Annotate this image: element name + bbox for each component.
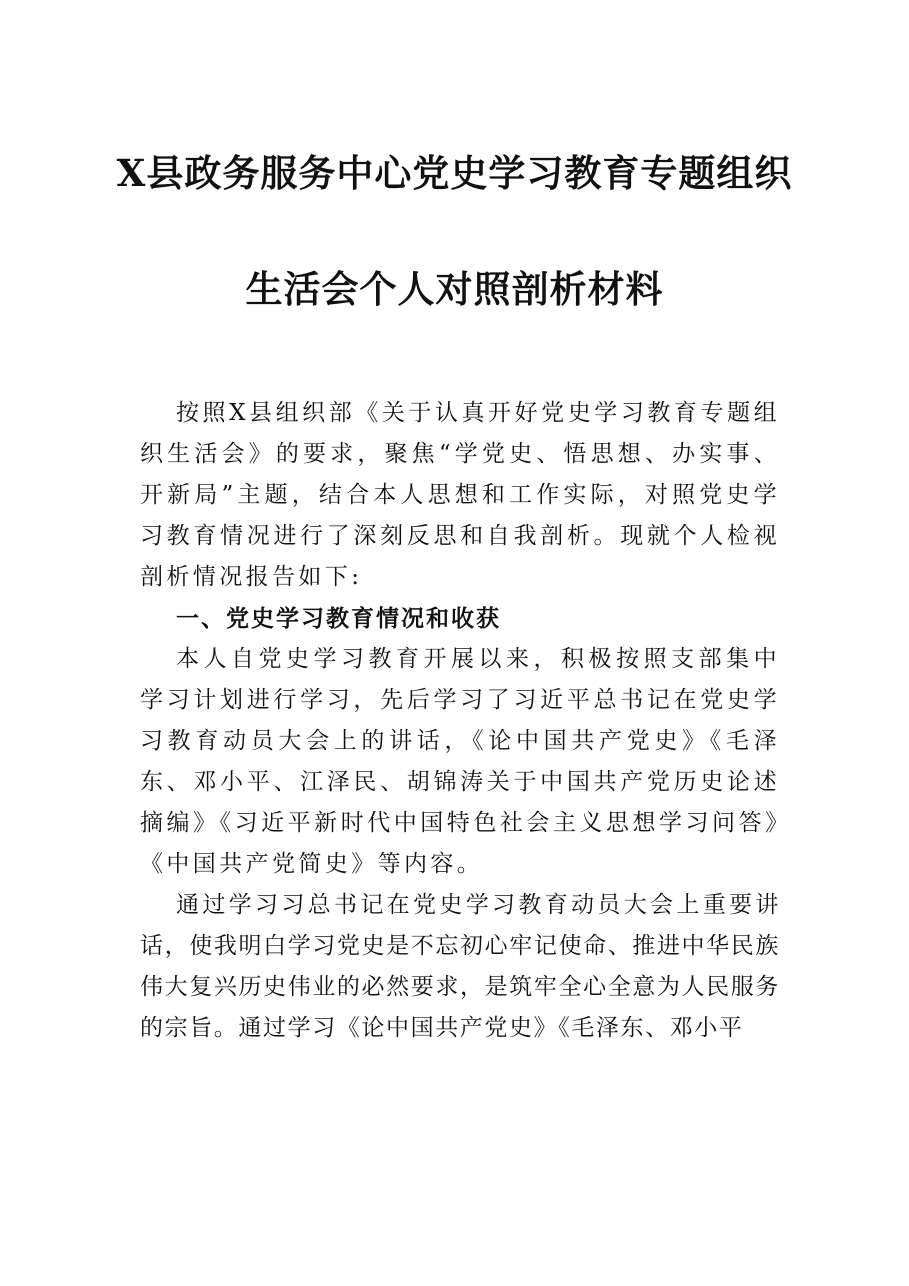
document-title-line-2: 生活会个人对照剖析材料 bbox=[245, 267, 664, 311]
document-body bbox=[140, 393, 780, 1049]
section-heading: 一、党史学习教育情况和收获 bbox=[176, 605, 501, 632]
document-title-line-1: X县政务服务中心党史学习教育专题组织 bbox=[116, 151, 793, 195]
study-paragraph: 本人自党史学习教育开展以来，积极按照支部集中学习计划进行学习，先后学习了习近平总书记在党史学习教育动员大会上的讲话，《论中国共产党史》《毛泽东、邓小平、江泽民、胡锦涛关于中国共产党历史论述摘编》《习近平新时代中国特色社会主义思想学习问答》《中国共产党简史》等内容。 bbox=[140, 646, 780, 877]
gains-paragraph: 通过学习习总书记在党史学习教育动员大会上重要讲话，使我明白学习党史是不忘初心牢记使命、推进中华民族伟大复兴历史伟业的必然要求，是筑牢全心全意为人民服务的宗旨。通过学习《论中国共产党史》《毛泽东、邓小平 bbox=[140, 892, 780, 1041]
intro-paragraph: 按照X县组织部《关于认真开好党史学习教育专题组织生活会》的要求，聚焦“学党史、悟思想、办实事、开新局”主题，结合本人思想和工作实际，对照党史学习教育情况进行了深刻反思和自我剖析。现就个人检视剖析情况报告如下: bbox=[140, 400, 780, 590]
